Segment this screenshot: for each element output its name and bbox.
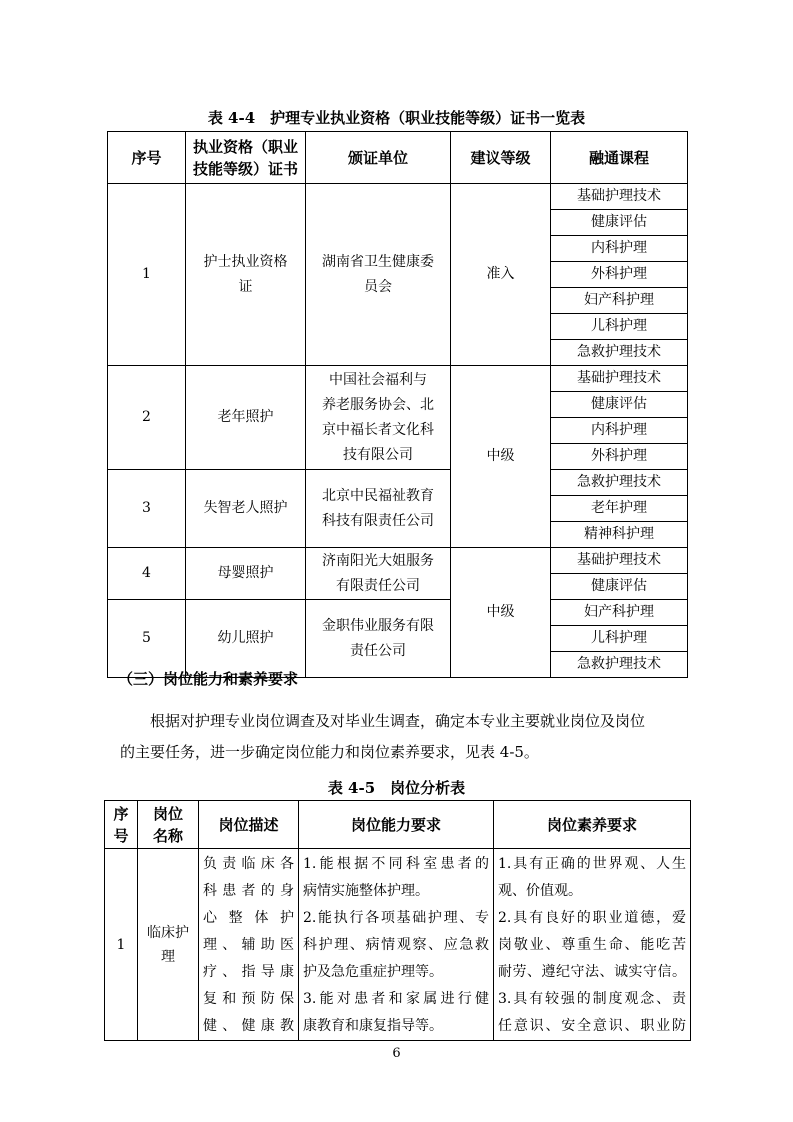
header-cert: 执业资格（职业 技能等级）证书 <box>186 132 306 184</box>
row-post: 临床护 理 <box>138 849 199 1041</box>
row2-no: 2 <box>108 366 186 470</box>
row5-no: 5 <box>108 600 186 678</box>
row2-3-level: 中级 <box>451 366 551 548</box>
course-cell: 健康评估 <box>551 210 688 236</box>
row-quality: 1.具有正确的世界观、人生 观、价值观。 2.具有良好的职业道德，爱 岗敬业、尊重生命、能吃苦 耐劳、遵纪守法、诚实守信。 3.具有较强的制度观念、责 任意识、安全意识、职业防 <box>494 849 691 1041</box>
course-cell: 基础护理技术 <box>551 548 688 574</box>
row2-cert: 老年照护 <box>186 366 306 470</box>
row3-no: 3 <box>108 470 186 548</box>
course-cell: 基础护理技术 <box>551 366 688 392</box>
row5-cert: 幼儿照护 <box>186 600 306 678</box>
course-cell: 外科护理 <box>551 262 688 288</box>
course-cell: 基础护理技术 <box>551 184 688 210</box>
row-no: 1 <box>105 849 138 1041</box>
row4-no: 4 <box>108 548 186 600</box>
header-desc: 岗位描述 <box>199 801 299 849</box>
row4-issuer: 济南阳光大姐服务 有限责任公司 <box>306 548 451 600</box>
header-post: 岗位 名称 <box>138 801 199 849</box>
course-cell: 急救护理技术 <box>551 652 688 678</box>
course-cell: 精神科护理 <box>551 522 688 548</box>
header-issuer: 颁证单位 <box>306 132 451 184</box>
table1-caption: 表 4-4 护理专业执业资格（职业技能等级）证书一览表 <box>207 109 586 127</box>
post-analysis-table <box>104 800 691 1041</box>
course-cell: 儿科护理 <box>551 314 688 340</box>
course-cell: 内科护理 <box>551 236 688 262</box>
row3-cert: 失智老人照护 <box>186 470 306 548</box>
row1-cert: 护士执业资格 证 <box>186 184 306 366</box>
course-cell: 健康评估 <box>551 574 688 600</box>
header-courses: 融通课程 <box>551 132 688 184</box>
row1-level: 准入 <box>451 184 551 366</box>
row1-no: 1 <box>108 184 186 366</box>
header-no: 序 号 <box>105 801 138 849</box>
course-cell: 急救护理技术 <box>551 340 688 366</box>
paragraph-line-1: 根据对护理专业岗位调查及对毕业生调查，确定本专业主要就业岗位及岗位 <box>150 712 646 730</box>
course-cell: 妇产科护理 <box>551 600 688 626</box>
course-cell: 老年护理 <box>551 496 688 522</box>
header-quality: 岗位素养要求 <box>494 801 691 849</box>
row3-issuer: 北京中民福祉教育 科技有限责任公司 <box>306 470 451 548</box>
row4-5-level: 中级 <box>451 548 551 678</box>
paragraph-line-2: 的主要任务，进一步确定岗位能力和岗位素养要求，见表 4-5。 <box>120 743 539 761</box>
row1-issuer: 湖南省卫生健康委 员会 <box>306 184 451 366</box>
course-cell: 急救护理技术 <box>551 470 688 496</box>
table2-caption: 表 4-5 岗位分析表 <box>327 779 466 797</box>
row-desc: 负责临床各 科患者的身 心 整 体 护 理、辅助医 疗、指导康 复和预防保 健、健康教 <box>199 849 299 1041</box>
certificate-table <box>107 131 688 678</box>
course-cell: 内科护理 <box>551 418 688 444</box>
course-cell: 妇产科护理 <box>551 288 688 314</box>
course-cell: 儿科护理 <box>551 626 688 652</box>
row5-issuer: 金职伟业服务有限 责任公司 <box>306 600 451 678</box>
section-heading: （三）岗位能力和素养要求 <box>118 670 299 688</box>
row-ability: 1.能根据不同科室患者的 病情实施整体护理。 2.能执行各项基础护理、专 科护理、病情观察、应急救 护及急危重症护理等。 3.能对患者和家属进行健 康教育和康复指导等。 <box>299 849 494 1041</box>
header-level: 建议等级 <box>451 132 551 184</box>
header-no: 序号 <box>108 132 186 184</box>
row2-issuer: 中国社会福利与 养老服务协会、北 京中福长者文化科 技有限公司 <box>306 366 451 470</box>
page-number: 6 <box>392 1046 401 1061</box>
course-cell: 健康评估 <box>551 392 688 418</box>
row4-cert: 母婴照护 <box>186 548 306 600</box>
header-ability: 岗位能力要求 <box>299 801 494 849</box>
course-cell: 外科护理 <box>551 444 688 470</box>
